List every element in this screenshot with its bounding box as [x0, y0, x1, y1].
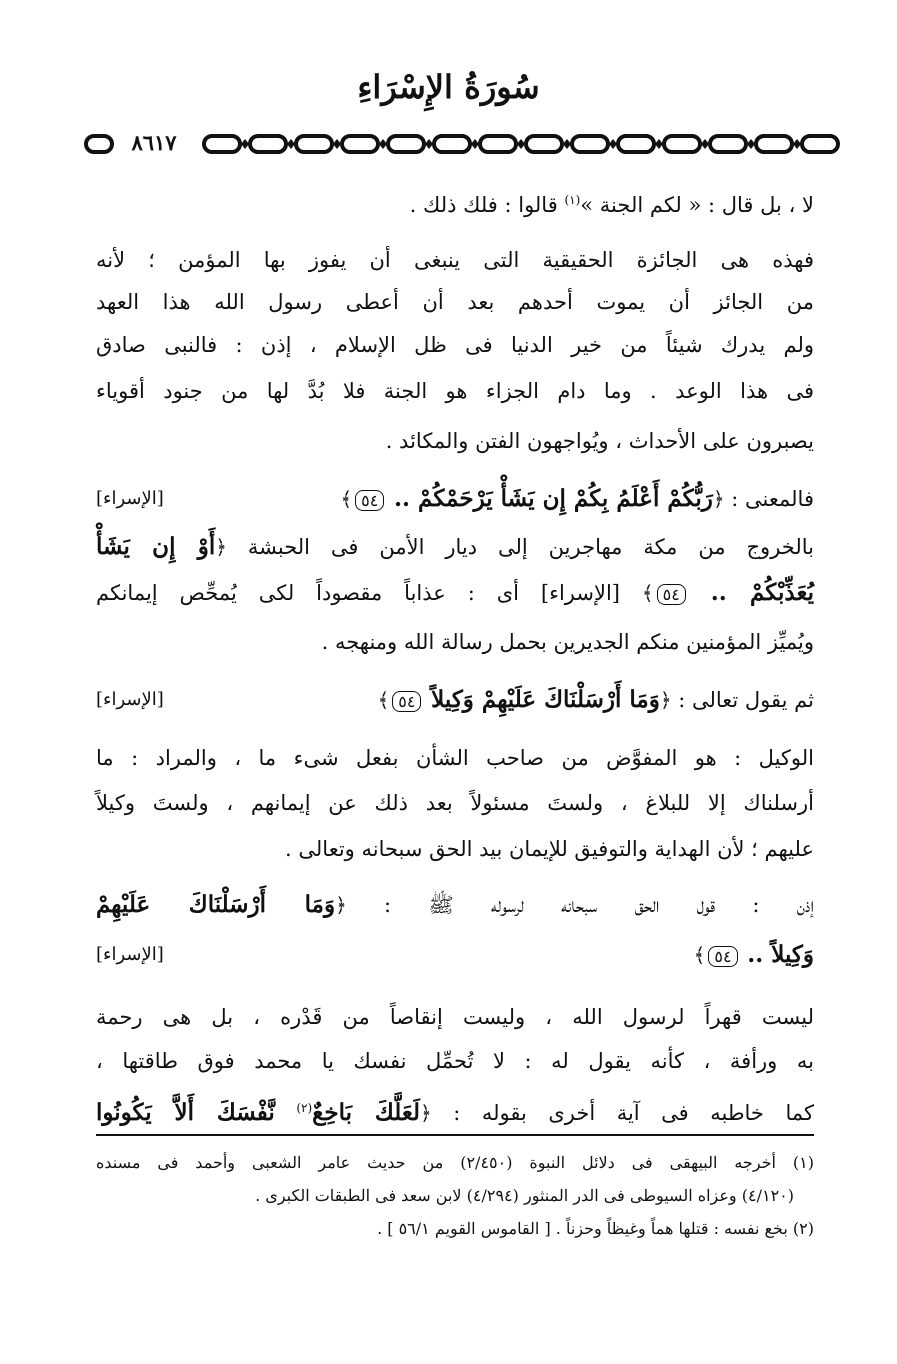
quran-verse: وَكِيلاً .. — [747, 941, 814, 968]
text-line-9: يُعَذِّبْكُمْ .. ٥٤﴾ [الإسراء] أى : عذاباً مقصوداً لكى يُمحِّص إيمانكم — [96, 579, 814, 606]
text-line-13: أرسلناك إلا للبلاغ ، ولستَ مسئولاً بعد ذلك عن إيمانهم ، ولستَ وكيلاً — [96, 791, 814, 815]
text-line-4: ولم يدرك شيئاً من خير الدنيا فى ظل الإسلام ، إذن : فالنبى صادق — [96, 333, 814, 357]
quran-verse: لَعَلَّكَ بَاخِعٌ — [312, 1099, 420, 1126]
footnote-1: (١) أخرجه البيهقى فى دلائل النبوة (٢/٤٥٠) من حديث عامر الشعبى وأحمد فى مسنده — [96, 1153, 815, 1172]
quran-verse: وَمَا أَرْسَلْنَاكَ عَلَيْهِمْ — [96, 891, 336, 918]
footnote-2: (٢) بخع نفسه : قتلها هماً وغيظاً وحزناً . [ القاموس القويم ٥٦/١ ] . — [377, 1219, 814, 1238]
quran-verse: رَبُّكُمْ أَعْلَمُ بِكُمْ إِن يَشَأْ يَرْحَمْكُمْ .. — [394, 485, 713, 512]
text-line-1: لا ، بل قال : « لكم الجنة »$^{(١)}$ قالوا : فلك ذلك . — [409, 193, 814, 217]
text-line-10: ويُميِّز المؤمنين منكم الجديرين بحمل رسالة الله ومنهجه . — [321, 630, 814, 654]
text-line-3: من الجائز أن يموت أحدهم بعد أن أعطى رسول الله هذا العهد — [96, 290, 814, 314]
text-line-8: بالخروج من مكة مهاجرين إلى ديار الأمن فى الحبشة ﴿أَوْ إِن يَشَأْ — [96, 533, 814, 560]
text-line-19: كما خاطبه فى آية أخرى بقوله : ﴿لَعَلَّكَ بَاخِعٌ$^{(٢)}$ نَّفْسَكَ أَلاَّ يَكُونُوا — [96, 1099, 814, 1126]
quran-verse: أَوْ إِن يَشَأْ — [96, 533, 216, 560]
ayah-number-badge: ٥٤ — [657, 584, 686, 605]
text-line-11: ثم يقول تعالى : ﴿وَمَا أَرْسَلْنَاكَ عَلَيْهِمْ وَكِيلاً ٥٤﴾ [الإسراء] — [96, 680, 814, 720]
ayah-number-badge: ٥٤ — [355, 490, 384, 511]
footnote-marker-1: (١) — [564, 193, 581, 207]
text-line-17: ليست قهراً لرسول الله ، وليست إنقاصاً من قَدْره ، بل هى رحمة — [96, 1005, 814, 1029]
footnote-1-continued: (٤/١٢٠) وعزاه السيوطى فى الدر المنثور (٤/٢٩٤) لابن سعد فى الطبقات الكبرى . — [255, 1186, 794, 1205]
surah-title: سُورَةُ الإِسْرَاءِ — [357, 68, 540, 106]
page-number: ٨٦١٧ — [118, 126, 190, 160]
surah-reference: [الإسراء] — [96, 944, 164, 965]
text-line-15: إذن : قول الحق سبحانه لرسوله ﷺ : ﴿وَمَا أَرْسَلْنَاكَ عَلَيْهِمْ — [96, 891, 814, 918]
quran-verse: وَمَا أَرْسَلْنَاكَ عَلَيْهِمْ وَكِيلاً — [431, 686, 660, 713]
text-line-16: وَكِيلاً .. ٥٤﴾ [الإسراء] — [96, 935, 814, 975]
footnote-separator — [96, 1134, 814, 1136]
text-line-6: يصبرون على الأحداث ، ويُواجهون الفتن والمكائد . — [385, 429, 814, 453]
text-line-5: فى هذا الوعد . وما دام الجزاء هو الجنة فلا بُدَّ لها من جنود أقوياء — [96, 379, 814, 403]
text-line-18: به ورأفة ، كأنه يقول له : لا تُحمِّل نفسك يا محمد فوق طاقتها ، — [96, 1049, 814, 1073]
text-line-12: الوكيل : هو المفوَّض من صاحب الشأن بفعل شىء ما ، والمراد : ما — [96, 746, 814, 770]
ayah-number-badge: ٥٤ — [392, 691, 421, 712]
decorative-chain-border — [84, 127, 844, 161]
quran-verse: يُعَذِّبْكُمْ .. — [710, 579, 814, 606]
quran-verse: نَّفْسَكَ أَلاَّ يَكُونُوا — [96, 1099, 275, 1126]
footnote-marker-2: (٢) — [296, 1101, 313, 1115]
text-line-7: فالمعنى : ﴿رَبُّكُمْ أَعْلَمُ بِكُمْ إِن يَشَأْ يَرْحَمْكُمْ .. ٥٤﴾ [الإسراء] — [96, 479, 814, 519]
surah-reference: [الإسراء] — [96, 689, 164, 710]
text-line-2: فهذه هى الجائزة الحقيقية التى ينبغى أن يفوز بها المؤمن ؛ لأنه — [96, 248, 814, 272]
surah-reference: [الإسراء] — [96, 488, 164, 509]
text-line-14: عليهم ؛ لأن الهداية والتوفيق للإيمان بيد الحق سبحانه وتعالى . — [285, 837, 814, 861]
ayah-number-badge: ٥٤ — [708, 946, 737, 967]
